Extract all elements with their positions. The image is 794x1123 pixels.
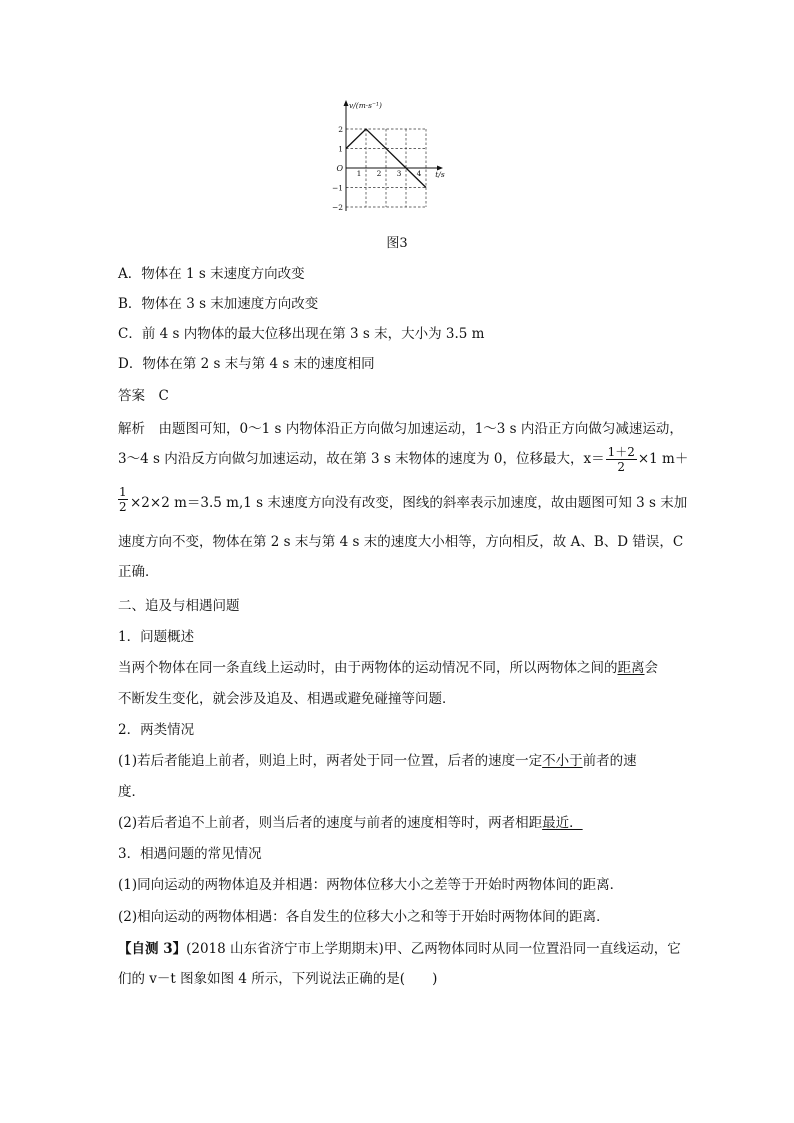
- y-tick-label: −2: [331, 203, 343, 212]
- fraction-1-numerator: 1＋2: [607, 445, 635, 459]
- underlined-term: 距离: [617, 660, 645, 676]
- option-a: A．物体在 1 s 末速度方向改变: [118, 266, 305, 282]
- subsection-1-title: 1．问题概述: [118, 629, 195, 645]
- y-tick-label: 1: [338, 144, 343, 154]
- analysis-line-3: ×2×2 m＝3.5 m,1 s 末速度方向没有改变，图线的斜率表示加速度，故由题图可知 3 s 末加: [130, 495, 688, 511]
- y-axis-label: v/(m·s⁻¹): [349, 101, 382, 110]
- text-span: 当两个物体在同一条直线上运动时，由于两物体的运动情况不同，所以两物体之间的: [118, 660, 618, 676]
- option-c: C．前 4 s 内物体的最大位移出现在第 3 s 末，大小为 3.5 m: [118, 326, 485, 342]
- subsection-2-line-2: 度．: [118, 784, 145, 800]
- velocity-time-chart: [326, 98, 468, 216]
- subsection-2-line-1: [118, 749, 637, 769]
- exercise-text: (2018 山东省济宁市上学期期末)甲、乙两物体同时从同一位置沿同一直线运动，它: [186, 941, 681, 957]
- subsection-1-line-1: [118, 656, 658, 676]
- y-axis-arrow: [344, 100, 349, 106]
- answer-line: 答案 C: [118, 388, 169, 404]
- exercise-line-2: 们的 v－t 图象如图 4 所示，下列说法正确的是( ): [118, 971, 438, 987]
- fraction-1: [606, 445, 637, 474]
- figure-caption: 图3: [386, 236, 408, 251]
- analysis-line-2-tail: ×1 m＋: [637, 451, 689, 467]
- x-axis-label: t/s: [435, 170, 445, 179]
- y-tick-label: −1: [331, 183, 343, 193]
- analysis-line-2-text: 3～4 s 内沿反方向做匀加速运动，故在第 3 s 末物体的速度为 0，位移最大，x＝: [118, 451, 605, 467]
- exercise-tag: 【自测 3】: [118, 941, 187, 957]
- subsection-3-line-2: (2)相向运动的两物体相遇：各自发生的位移大小之和等于开始时两物体间的距离．: [118, 909, 610, 925]
- fraction-1-denominator: 2: [617, 460, 626, 474]
- text-span: (1)若后者能追上前者，则追上时，两者处于同一位置，后者的速度一定: [118, 753, 543, 769]
- subsection-3-title: 3．相遇问题的常见情况: [118, 846, 262, 862]
- section-title: 二、追及与相遇问题: [118, 598, 240, 614]
- exercise-line-1: [118, 937, 681, 957]
- subsection-2-line-3: [118, 811, 583, 831]
- fraction-2-numerator: 1: [119, 485, 127, 499]
- text-span: (2)若后者追不上前者，则当后者的速度与前者的速度相等时，两者相距: [118, 815, 543, 831]
- fraction-2-denominator: 2: [119, 500, 127, 514]
- chart-labels: [332, 101, 445, 212]
- option-b: B．物体在 3 s 末加速度方向改变: [118, 296, 319, 312]
- analysis-line-4: 速度方向不变，物体在第 2 s 末与第 4 s 末的速度大小相等，方向相反，故 A、B、D 错误，C: [118, 534, 684, 550]
- y-tick-label: 2: [338, 125, 343, 134]
- underlined-term: 最近．: [542, 815, 583, 831]
- subsection-1-line-2: 不断发生变化，就会涉及追及、相遇或避免碰撞等问题．: [118, 691, 456, 707]
- origin-label: O: [336, 164, 343, 173]
- analysis-line-1: 解析 由题图可知，0～1 s 内物体沿正方向做匀加速运动，1～3 s 内沿正方向做匀减速运动，: [118, 421, 683, 437]
- option-d: D．物体在第 2 s 末与第 4 s 末的速度相同: [118, 356, 375, 372]
- text-span: 前者的速: [582, 753, 637, 769]
- analysis-line-2: [118, 445, 688, 474]
- subsection-3-line-1: (1)同向运动的两物体追及并相遇：两物体位移大小之差等于开始时两物体间的距离．: [118, 877, 624, 893]
- x-tick-label: 1: [356, 169, 362, 178]
- underlined-term: 不小于: [542, 753, 583, 769]
- x-tick-label: 2: [376, 169, 382, 178]
- x-tick-label: 4: [416, 169, 422, 178]
- analysis-line-5: 正确．: [118, 564, 159, 580]
- x-tick-label: 3: [396, 169, 402, 178]
- fraction-2: [118, 485, 128, 514]
- subsection-2-title: 2．两类情况: [118, 722, 195, 738]
- text-span: 会: [644, 660, 658, 676]
